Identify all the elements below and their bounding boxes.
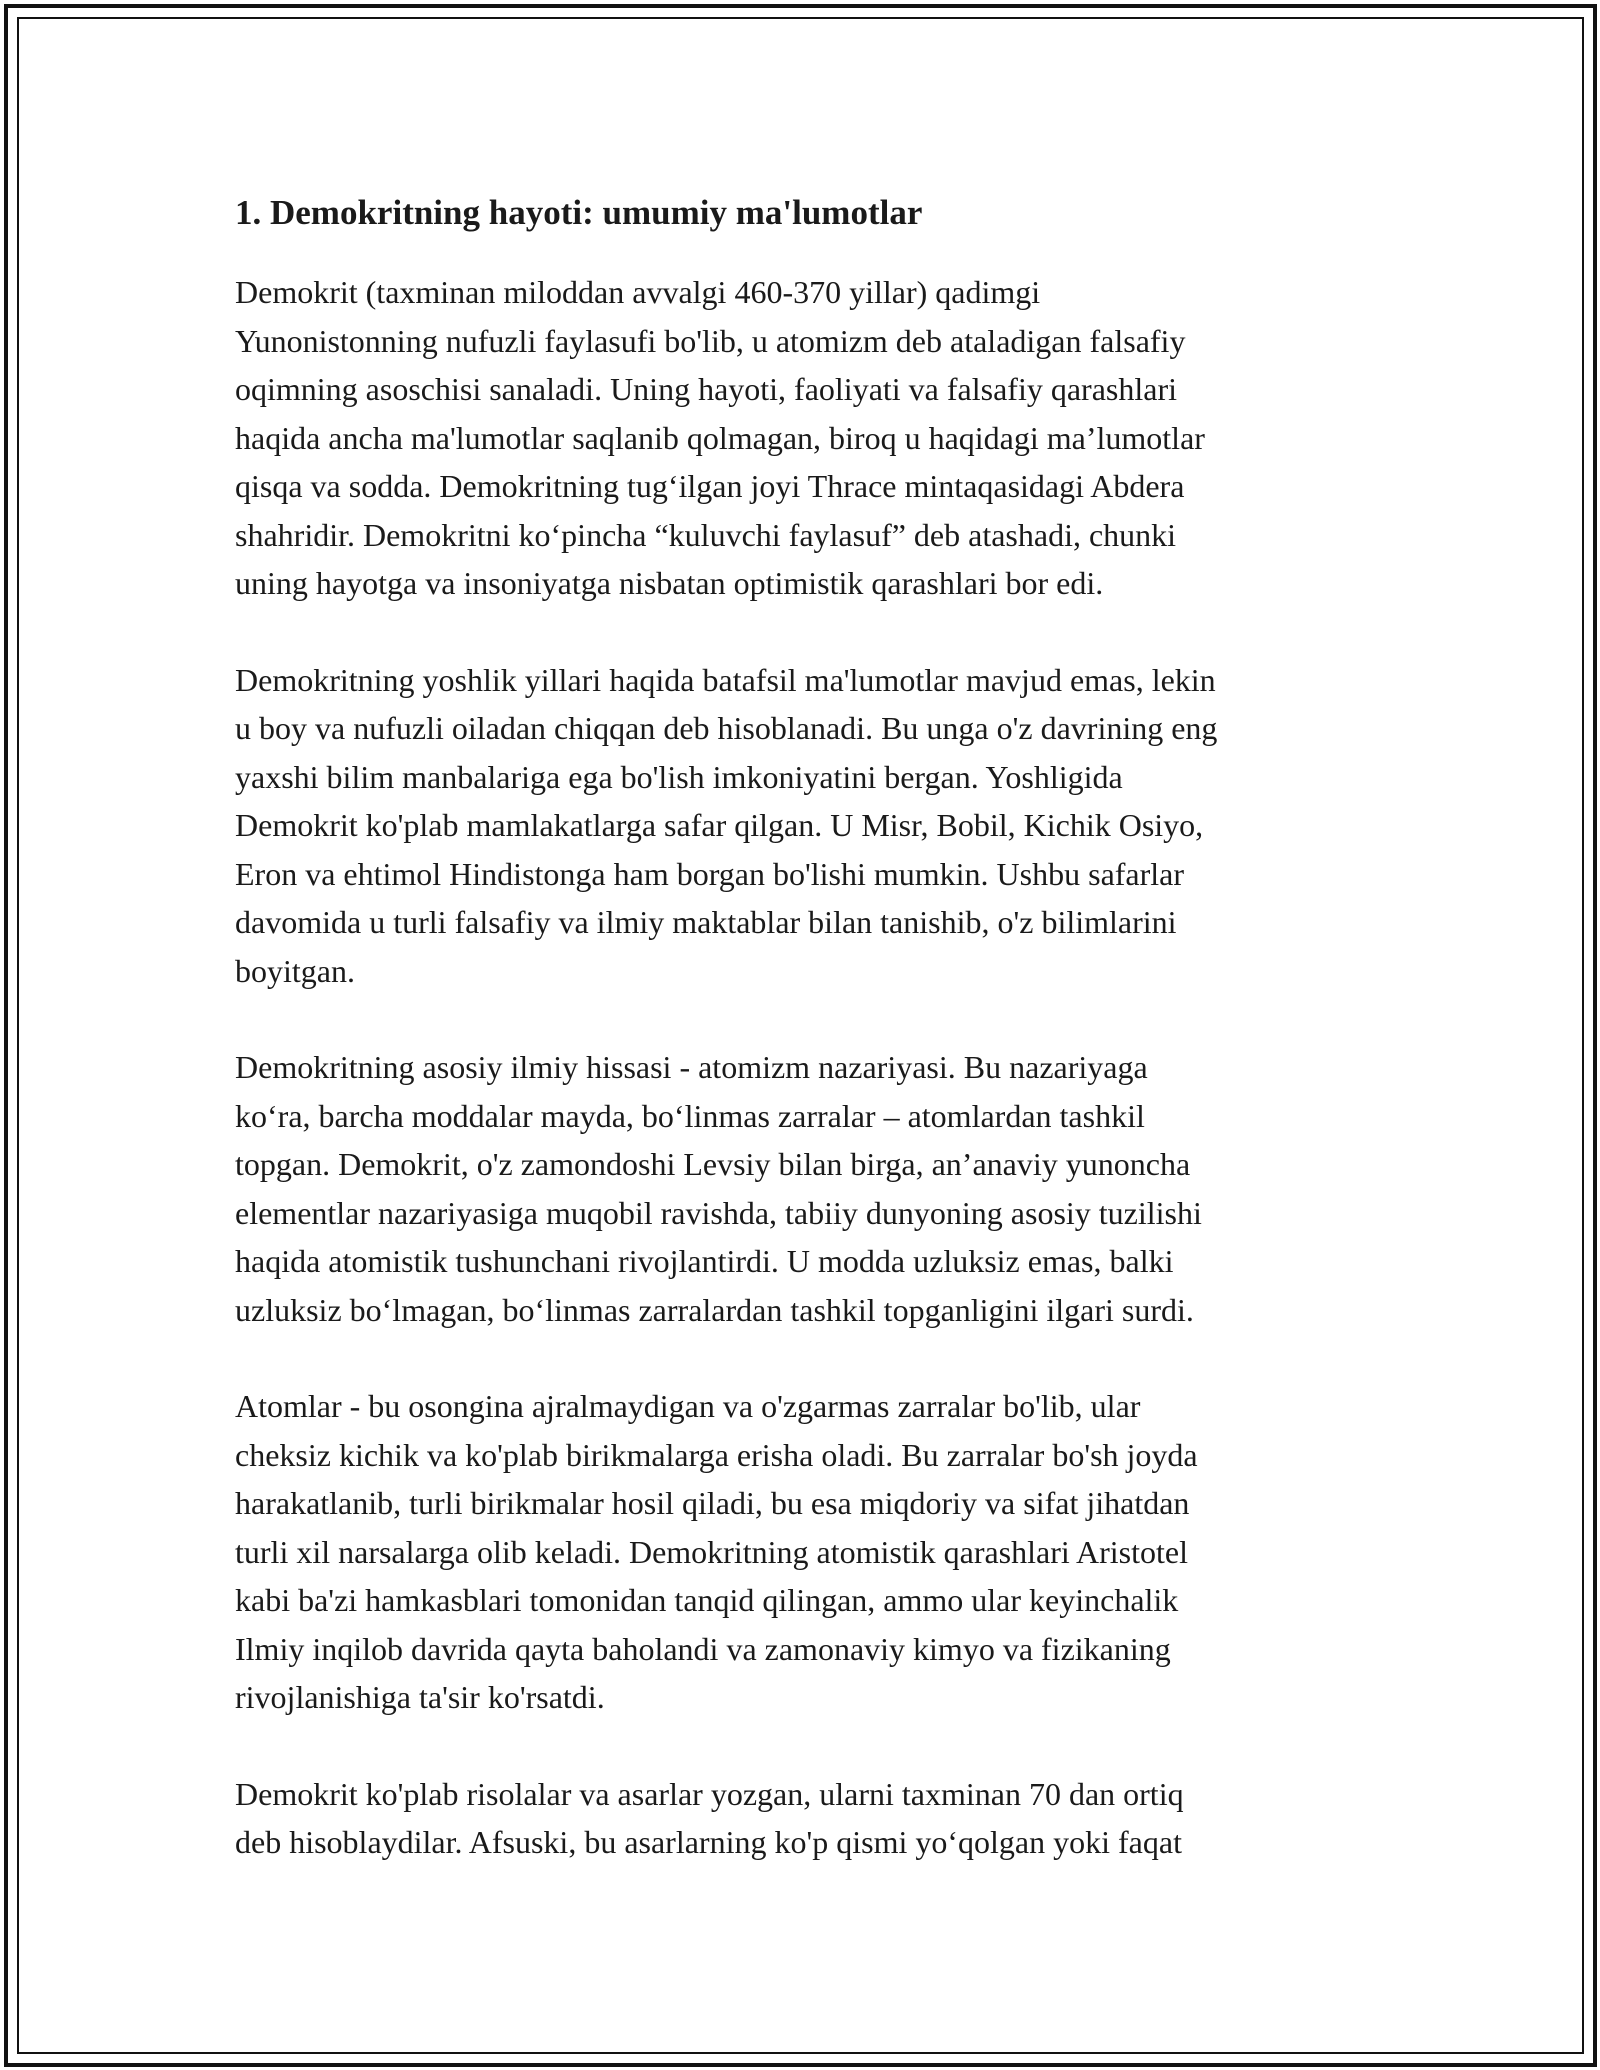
text-line: cheksiz kichik va ko'plab birikmalarga erisha oladi. Bu zarralar bo'sh joyda — [235, 1436, 1198, 1473]
text-line: uzluksiz bo‘lmagan, bo‘linmas zarralardan tashkil topganligini ilgari surdi. — [235, 1291, 1194, 1328]
text-line: elementlar nazariyasiga muqobil ravishda, tabiiy dunyoning asosiy tuzilishi — [235, 1194, 1202, 1231]
text-line: Yunonistonning nufuzli faylasufi bo'lib, u atomizm deb ataladigan falsafiy — [235, 322, 1186, 359]
paragraph-3 — [235, 1043, 1385, 1334]
paragraph-2 — [235, 656, 1385, 996]
text-line: Demokrit ko'plab risolalar va asarlar yozgan, ularni taxminan 70 dan ortiq — [235, 1775, 1184, 1812]
text-line: yaxshi bilim manbalariga ega bo'lish imkoniyatini bergan. Yoshligida — [235, 758, 1123, 795]
text-line: Ilmiy inqilob davrida qayta baholandi va zamonaviy kimyo va fizikaning — [235, 1630, 1171, 1667]
text-line: shahridir. Demokritni ko‘pincha “kuluvchi faylasuf” deb atashadi, chunki — [235, 516, 1177, 553]
text-line: turli xil narsalarga olib keladi. Demokritning atomistik qarashlari Aristotel — [235, 1533, 1188, 1570]
text-line: Demokritning yoshlik yillari haqida batafsil ma'lumotlar mavjud emas, lekin — [235, 661, 1216, 698]
text-line: boyitgan. — [235, 952, 355, 989]
text-line: rivojlanishiga ta'sir ko'rsatdi. — [235, 1679, 605, 1715]
text-line: Demokrit (taxminan miloddan avvalgi 460-370 yillar) qadimgi — [235, 274, 1041, 310]
text-line: harakatlanib, turli birikmalar hosil qiladi, bu esa miqdoriy va sifat jihatdan — [235, 1485, 1190, 1521]
text-line: Demokritning asosiy ilmiy hissasi - atomizm nazariyasi. Bu nazariyaga — [235, 1049, 1148, 1085]
section-heading: 1. Demokritning hayoti: umumiy ma'lumotlar — [235, 193, 923, 232]
text-line: davomida u turli falsafiy va ilmiy maktablar bilan tanishib, o'z bilimlarini — [235, 904, 1177, 940]
paragraph-5 — [235, 1770, 1385, 1867]
text-line: qisqa va sodda. Demokritning tug‘ilgan joyi Thrace mintaqasidagi Abdera — [235, 468, 1185, 504]
text-line: ko‘ra, barcha moddalar mayda, bo‘linmas zarralar – atomlardan tashkil — [235, 1097, 1145, 1134]
text-line: u boy va nufuzli oiladan chiqqan deb hisoblanadi. Bu unga o'z davrining eng — [235, 710, 1218, 746]
text-line: uning hayotga va insoniyatga nisbatan optimistik qarashlari bor edi. — [235, 565, 1104, 601]
text-line: topgan. Demokrit, o'z zamondoshi Levsiy bilan birga, an’anaviy yunoncha — [235, 1146, 1191, 1182]
text-line: Eron va ehtimol Hindistonga ham borgan bo'lishi mumkin. Ushbu safarlar — [235, 855, 1185, 892]
text-line: haqida ancha ma'lumotlar saqlanib qolmagan, biroq u haqidagi ma’lumotlar — [235, 419, 1205, 456]
text-line: Atomlar - bu osongina ajralmaydigan va o'zgarmas zarralar bo'lib, ular — [235, 1388, 1141, 1424]
text-line: oqimning asoschisi sanaladi. Uning hayoti, faoliyati va falsafiy qarashlari — [235, 371, 1177, 407]
text-line: kabi ba'zi hamkasblari tomonidan tanqid qilingan, ammo ular keyinchalik — [235, 1582, 1179, 1618]
text-line: deb hisoblaydilar. Afsuski, bu asarlarning ko'p qismi yo‘qolgan yoki faqat — [235, 1824, 1182, 1860]
text-line: Demokrit ko'plab mamlakatlarga safar qilgan. U Misr, Bobil, Kichik Osiyo, — [235, 807, 1204, 843]
paragraph-1 — [235, 268, 1385, 608]
text-line: haqida atomistik tushunchani rivojlantirdi. U modda uzluksiz emas, balki — [235, 1243, 1174, 1279]
document-body — [235, 188, 1385, 1915]
paragraph-4 — [235, 1382, 1385, 1722]
